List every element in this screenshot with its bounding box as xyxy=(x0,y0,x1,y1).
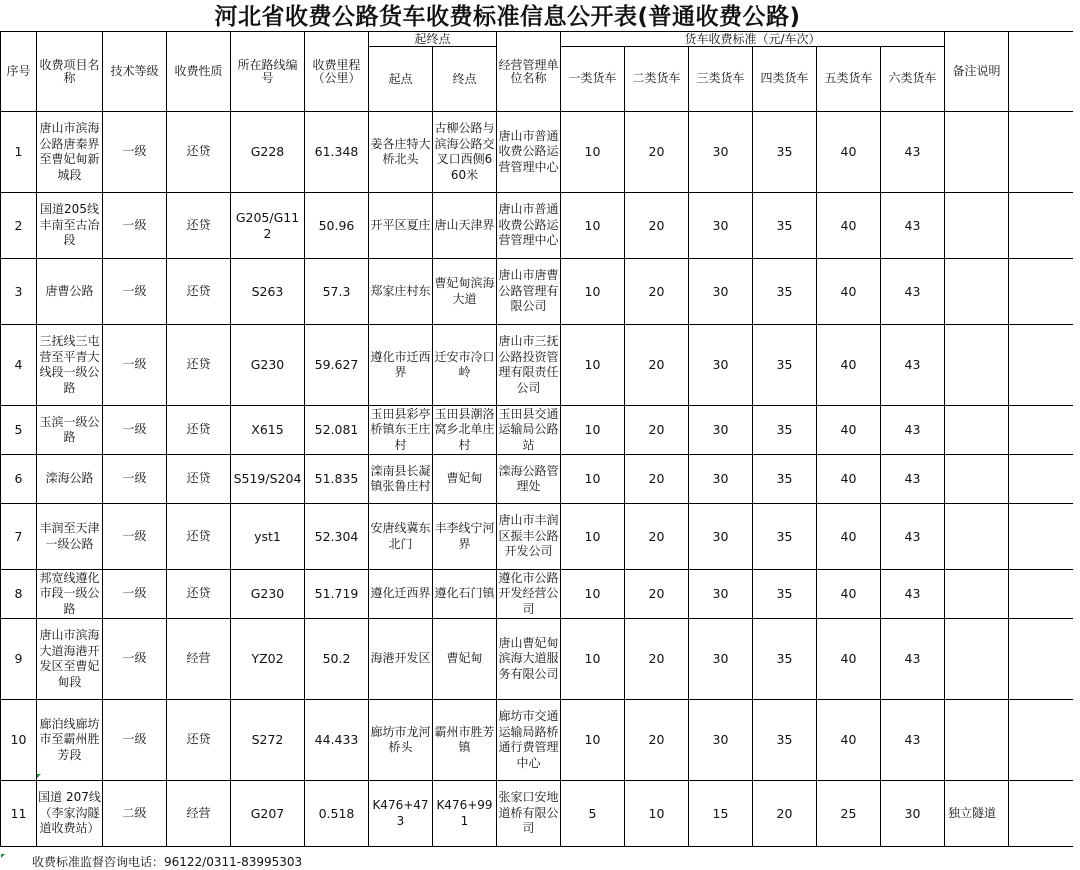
row-nature: 还贷 xyxy=(167,504,231,570)
row-project: 国道 207线（李家沟隧道收费站） xyxy=(37,781,103,847)
blank-cell xyxy=(1009,570,1073,619)
header-nature: 收费性质 xyxy=(167,32,231,112)
blank-cell xyxy=(1009,455,1073,504)
row-mileage: 44.433 xyxy=(305,700,369,781)
row-nature: 还贷 xyxy=(167,570,231,619)
row-mileage: 51.719 xyxy=(305,570,369,619)
row-fee-class-4: 35 xyxy=(753,259,817,325)
row-fee-class-1: 10 xyxy=(561,570,625,619)
row-manager: 张家口安地道桥有限公司 xyxy=(497,781,561,847)
header-class-5: 五类货车 xyxy=(817,47,881,112)
row-fee-class-6: 43 xyxy=(881,700,945,781)
row-project: 丰润至天津 一级公路 xyxy=(37,504,103,570)
row-fee-class-2: 20 xyxy=(625,504,689,570)
row-fee-class-4: 20 xyxy=(753,781,817,847)
footer-hotline: 收费标准监督咨询电话：96122/0311-83995303 xyxy=(32,855,303,869)
row-fee-class-1: 10 xyxy=(561,112,625,193)
row-fee-class-6: 43 xyxy=(881,504,945,570)
blank-cell xyxy=(1009,781,1073,847)
row-end: K476+991 xyxy=(433,781,497,847)
row-manager: 廊坊市交通运输局路桥通行费管理中心 xyxy=(497,700,561,781)
row-grade: 一级 xyxy=(103,455,167,504)
row-fee-class-1: 10 xyxy=(561,700,625,781)
row-project: 滦海公路 xyxy=(37,455,103,504)
row-manager: 唐山市三抚公路投资管理有限责任公司 xyxy=(497,325,561,406)
cell-corner-mark xyxy=(1,854,5,858)
header-route: 所在路线编号 xyxy=(231,32,305,112)
row-fee-class-2: 10 xyxy=(625,781,689,847)
row-end: 曹妃甸 xyxy=(433,455,497,504)
header-grade: 技术等级 xyxy=(103,32,167,112)
row-fee-class-4: 35 xyxy=(753,619,817,700)
row-end: 古柳公路与滨海公路交叉口西侧660米 xyxy=(433,112,497,193)
row-route: S263 xyxy=(231,259,305,325)
row-note xyxy=(945,619,1009,700)
row-fee-class-6: 43 xyxy=(881,455,945,504)
row-end: 迁安市冷口岭 xyxy=(433,325,497,406)
row-manager: 唐山市丰润区振丰公路开发公司 xyxy=(497,504,561,570)
row-project: 唐曹公路 xyxy=(37,259,103,325)
row-manager: 滦海公路管理处 xyxy=(497,455,561,504)
header-end: 终点 xyxy=(433,47,497,112)
table-row xyxy=(1,112,1073,193)
row-fee-class-6: 43 xyxy=(881,325,945,406)
blank-cell xyxy=(1009,325,1073,406)
table-row xyxy=(1,570,1073,619)
blank-cell xyxy=(1009,193,1073,259)
row-start: 遵化迁西界 xyxy=(369,570,433,619)
row-fee-class-6: 43 xyxy=(881,112,945,193)
row-nature: 经营 xyxy=(167,619,231,700)
header-project: 收费项目名称 xyxy=(37,32,103,112)
row-grade: 一级 xyxy=(103,112,167,193)
row-end: 唐山天津界 xyxy=(433,193,497,259)
row-start: 海港开发区 xyxy=(369,619,433,700)
row-route: yst1 xyxy=(231,504,305,570)
row-seq: 6 xyxy=(1,455,37,504)
row-fee-class-2: 20 xyxy=(625,193,689,259)
row-start: 姜各庄特大桥北头 xyxy=(369,112,433,193)
row-grade: 一级 xyxy=(103,700,167,781)
row-fee-class-5: 40 xyxy=(817,325,881,406)
row-nature: 还贷 xyxy=(167,193,231,259)
row-start: 开平区夏庄 xyxy=(369,193,433,259)
row-project: 唐山市滨海公路唐秦界至曹妃甸新城段 xyxy=(37,112,103,193)
table-row xyxy=(1,455,1073,504)
row-fee-class-6: 43 xyxy=(881,193,945,259)
row-nature: 还贷 xyxy=(167,259,231,325)
header-note: 备注说明 xyxy=(945,32,1009,112)
row-fee-class-1: 10 xyxy=(561,504,625,570)
blank-column-header xyxy=(1009,32,1073,112)
row-fee-class-5: 40 xyxy=(817,193,881,259)
row-project: 邦宽线遵化市段一级公路 xyxy=(37,570,103,619)
row-fee-class-4: 35 xyxy=(753,570,817,619)
row-start: 玉田县彩亭桥镇东王庄村 xyxy=(369,406,433,455)
row-nature: 还贷 xyxy=(167,406,231,455)
row-mileage: 52.304 xyxy=(305,504,369,570)
row-fee-class-6: 30 xyxy=(881,781,945,847)
row-route: S272 xyxy=(231,700,305,781)
toll-standard-table xyxy=(0,31,1073,847)
blank-cell xyxy=(1009,504,1073,570)
row-nature: 还贷 xyxy=(167,455,231,504)
row-seq: 8 xyxy=(1,570,37,619)
row-note xyxy=(945,112,1009,193)
row-seq: 10 xyxy=(1,700,37,781)
row-nature: 还贷 xyxy=(167,325,231,406)
row-project: 国道205线丰南至古冶段 xyxy=(37,193,103,259)
row-fee-class-2: 20 xyxy=(625,619,689,700)
header-class-6: 六类货车 xyxy=(881,47,945,112)
row-nature: 还贷 xyxy=(167,700,231,781)
row-seq: 1 xyxy=(1,112,37,193)
row-fee-class-4: 35 xyxy=(753,700,817,781)
table-row xyxy=(1,259,1073,325)
row-project: 三抚线三屯营至平青大线段一级公路 xyxy=(37,325,103,406)
row-fee-class-3: 15 xyxy=(689,781,753,847)
row-seq: 9 xyxy=(1,619,37,700)
cell-corner-mark xyxy=(37,774,41,778)
row-manager: 唐山市普通收费公路运营管理中心 xyxy=(497,112,561,193)
row-fee-class-3: 30 xyxy=(689,570,753,619)
header-endpoints: 起终点 xyxy=(369,32,497,47)
row-grade: 一级 xyxy=(103,193,167,259)
row-seq: 4 xyxy=(1,325,37,406)
row-note xyxy=(945,700,1009,781)
row-fee-class-6: 43 xyxy=(881,259,945,325)
table-row xyxy=(1,325,1073,406)
row-fee-class-1: 10 xyxy=(561,325,625,406)
header-seq: 序号 xyxy=(1,32,37,112)
row-fee-class-5: 40 xyxy=(817,619,881,700)
blank-cell xyxy=(1009,112,1073,193)
row-project: 廊泊线廊坊市至霸州胜芳段 xyxy=(37,700,103,781)
table-row xyxy=(1,619,1073,700)
row-route: G207 xyxy=(231,781,305,847)
row-seq: 11 xyxy=(1,781,37,847)
row-fee-class-5: 40 xyxy=(817,504,881,570)
blank-cell xyxy=(1009,259,1073,325)
row-fee-class-6: 43 xyxy=(881,619,945,700)
row-fee-class-5: 25 xyxy=(817,781,881,847)
page-title: 河北省收费公路货车收费标准信息公开表(普通收费公路) xyxy=(214,4,801,30)
row-note xyxy=(945,570,1009,619)
header-manager: 经营管理单位名称 xyxy=(497,32,561,112)
row-fee-class-2: 20 xyxy=(625,570,689,619)
blank-cell xyxy=(1009,406,1073,455)
row-fee-class-3: 30 xyxy=(689,112,753,193)
row-end: 遵化石门镇 xyxy=(433,570,497,619)
row-fee-class-1: 10 xyxy=(561,455,625,504)
row-route: G228 xyxy=(231,112,305,193)
row-fee-class-4: 35 xyxy=(753,193,817,259)
row-nature: 还贷 xyxy=(167,112,231,193)
row-fee-class-1: 10 xyxy=(561,193,625,259)
row-start: 滦南县长凝镇张鲁庄村 xyxy=(369,455,433,504)
row-grade: 一级 xyxy=(103,619,167,700)
row-note xyxy=(945,406,1009,455)
row-note xyxy=(945,259,1009,325)
row-manager: 唐山市唐曹公路管理有限公司 xyxy=(497,259,561,325)
row-fee-class-3: 30 xyxy=(689,455,753,504)
row-grade: 二级 xyxy=(103,781,167,847)
row-fee-class-2: 20 xyxy=(625,325,689,406)
row-seq: 2 xyxy=(1,193,37,259)
table-row xyxy=(1,504,1073,570)
row-end: 曹妃甸滨海大道 xyxy=(433,259,497,325)
row-fee-class-3: 30 xyxy=(689,193,753,259)
row-fee-class-5: 40 xyxy=(817,406,881,455)
row-grade: 一级 xyxy=(103,406,167,455)
header-start: 起点 xyxy=(369,47,433,112)
table-row xyxy=(1,700,1073,781)
header-class-4: 四类货车 xyxy=(753,47,817,112)
row-fee-class-4: 35 xyxy=(753,112,817,193)
row-seq: 7 xyxy=(1,504,37,570)
header-class-1: 一类货车 xyxy=(561,47,625,112)
row-mileage: 57.3 xyxy=(305,259,369,325)
row-mileage: 52.081 xyxy=(305,406,369,455)
header-standard: 货车收费标准（元/车次） xyxy=(561,32,945,47)
row-fee-class-2: 20 xyxy=(625,455,689,504)
row-route: G205/G112 xyxy=(231,193,305,259)
row-route: X615 xyxy=(231,406,305,455)
row-end: 曹妃甸 xyxy=(433,619,497,700)
table-row xyxy=(1,406,1073,455)
row-fee-class-6: 43 xyxy=(881,570,945,619)
row-start: 遵化市迁西界 xyxy=(369,325,433,406)
row-mileage: 59.627 xyxy=(305,325,369,406)
row-mileage: 0.518 xyxy=(305,781,369,847)
row-mileage: 51.835 xyxy=(305,455,369,504)
row-project: 玉滨一级公路 xyxy=(37,406,103,455)
row-fee-class-4: 35 xyxy=(753,504,817,570)
row-mileage: 50.2 xyxy=(305,619,369,700)
row-fee-class-2: 20 xyxy=(625,259,689,325)
row-end: 丰李线宁河界 xyxy=(433,504,497,570)
row-fee-class-3: 30 xyxy=(689,504,753,570)
row-nature: 经营 xyxy=(167,781,231,847)
row-fee-class-1: 10 xyxy=(561,406,625,455)
row-seq: 5 xyxy=(1,406,37,455)
row-end: 玉田县潮洛窝乡北单庄村 xyxy=(433,406,497,455)
row-fee-class-3: 30 xyxy=(689,700,753,781)
row-project: 唐山市滨海大道海港开发区至曹妃甸段 xyxy=(37,619,103,700)
row-start: K476+473 xyxy=(369,781,433,847)
row-fee-class-3: 30 xyxy=(689,406,753,455)
row-route: G230 xyxy=(231,325,305,406)
row-fee-class-3: 30 xyxy=(689,325,753,406)
row-fee-class-4: 35 xyxy=(753,325,817,406)
row-fee-class-1: 10 xyxy=(561,619,625,700)
row-note xyxy=(945,325,1009,406)
row-grade: 一级 xyxy=(103,570,167,619)
blank-cell xyxy=(1009,619,1073,700)
row-route: S519/S204 xyxy=(231,455,305,504)
row-manager: 唐山曹妃甸滨海大道服务有限公司 xyxy=(497,619,561,700)
row-fee-class-5: 40 xyxy=(817,570,881,619)
row-fee-class-5: 40 xyxy=(817,455,881,504)
row-fee-class-5: 40 xyxy=(817,112,881,193)
table-row xyxy=(1,193,1073,259)
row-grade: 一级 xyxy=(103,325,167,406)
row-start: 安唐线冀东北门 xyxy=(369,504,433,570)
row-note xyxy=(945,504,1009,570)
row-seq: 3 xyxy=(1,259,37,325)
row-fee-class-2: 20 xyxy=(625,112,689,193)
row-fee-class-4: 35 xyxy=(753,455,817,504)
row-note: 独立隧道 xyxy=(945,781,1009,847)
row-mileage: 61.348 xyxy=(305,112,369,193)
row-fee-class-2: 20 xyxy=(625,406,689,455)
row-fee-class-4: 35 xyxy=(753,406,817,455)
row-fee-class-3: 30 xyxy=(689,259,753,325)
row-manager: 唐山市普通收费公路运营管理中心 xyxy=(497,193,561,259)
row-route: G230 xyxy=(231,570,305,619)
row-fee-class-5: 40 xyxy=(817,259,881,325)
row-end: 霸州市胜芳镇 xyxy=(433,700,497,781)
row-fee-class-2: 20 xyxy=(625,700,689,781)
header-class-3: 三类货车 xyxy=(689,47,753,112)
header-mileage: 收费里程（公里） xyxy=(305,32,369,112)
row-fee-class-1: 10 xyxy=(561,259,625,325)
row-grade: 一级 xyxy=(103,259,167,325)
row-mileage: 50.96 xyxy=(305,193,369,259)
row-fee-class-1: 5 xyxy=(561,781,625,847)
row-start: 廊坊市龙河桥头 xyxy=(369,700,433,781)
row-fee-class-3: 30 xyxy=(689,619,753,700)
row-fee-class-5: 40 xyxy=(817,700,881,781)
row-fee-class-6: 43 xyxy=(881,406,945,455)
row-note xyxy=(945,193,1009,259)
table-row xyxy=(1,781,1073,847)
row-manager: 遵化市公路开发经营公司 xyxy=(497,570,561,619)
row-note xyxy=(945,455,1009,504)
blank-cell xyxy=(1009,700,1073,781)
row-start: 郑家庄村东 xyxy=(369,259,433,325)
row-grade: 一级 xyxy=(103,504,167,570)
row-route: YZ02 xyxy=(231,619,305,700)
row-manager: 玉田县交通运输局公路站 xyxy=(497,406,561,455)
header-class-2: 二类货车 xyxy=(625,47,689,112)
